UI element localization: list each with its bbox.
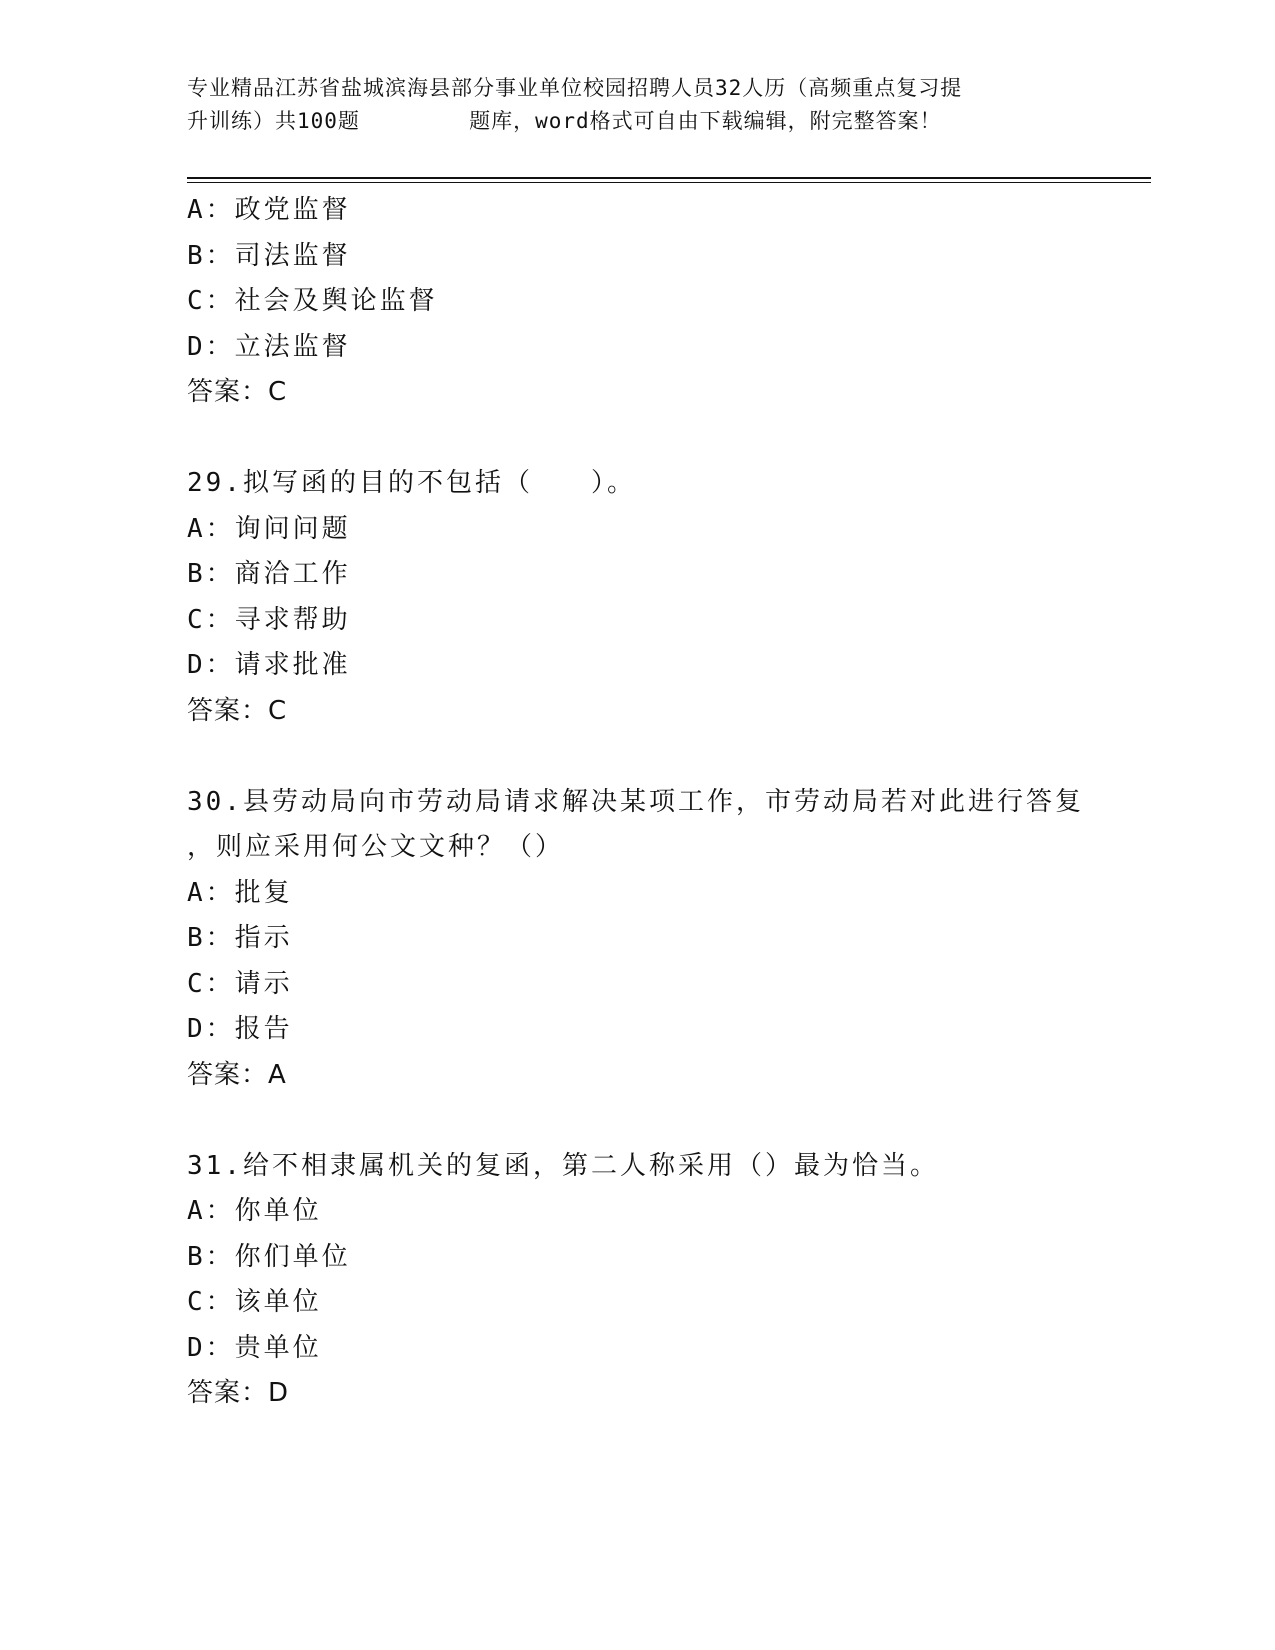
answer-line: 答案：C xyxy=(187,377,288,407)
question-block-31 xyxy=(187,1144,1147,1417)
option-b: B：你们单位 xyxy=(187,1241,351,1272)
option-d: D：请求批准 xyxy=(187,650,351,680)
option-d: D：立法监督 xyxy=(187,331,351,362)
question-block-30 xyxy=(187,780,1147,1099)
option-c: C：寻求帮助 xyxy=(187,604,351,635)
question-spacer xyxy=(187,734,1147,780)
question-block-28 xyxy=(187,188,1147,416)
question-list xyxy=(187,188,1147,1417)
header-divider-thin xyxy=(187,182,1151,183)
option-a: A：批复 xyxy=(187,877,293,908)
option-b: B：商洽工作 xyxy=(187,559,351,589)
option-d: D：报告 xyxy=(187,1014,293,1044)
question-text: 31.给不相隶属机关的复函，第二人称采用（）最为恰当。 xyxy=(187,1150,939,1181)
question-spacer xyxy=(187,1098,1147,1144)
option-a: A：政党监督 xyxy=(187,195,351,225)
option-c: C：社会及舆论监督 xyxy=(187,286,438,316)
question-text: 30.县劳动局向市劳动局请求解决某项工作，市劳动局若对此进行答复 xyxy=(187,786,1084,817)
option-a: A：你单位 xyxy=(187,1196,322,1226)
page-header xyxy=(187,72,1087,138)
answer-line: 答案：D xyxy=(187,1378,290,1408)
question-text-continued: ，则应采用何公文文种？（） xyxy=(187,832,565,862)
header-title-line-1: 专业精品江苏省盐城滨海县部分事业单位校园招聘人员32人历（高频重点复习提 xyxy=(187,76,963,100)
question-spacer xyxy=(187,416,1147,462)
option-a: A：询问问题 xyxy=(187,513,351,544)
question-block-29 xyxy=(187,461,1147,734)
option-b: B：司法监督 xyxy=(187,240,351,271)
question-text: 29.拟写函的目的不包括（ ）。 xyxy=(187,468,636,498)
header-title-line-2: 升训练）共100题 题库，word格式可自由下载编辑，附完整答案！ xyxy=(187,109,942,133)
option-c: C：请示 xyxy=(187,968,293,999)
answer-line: 答案：A xyxy=(187,1059,287,1090)
option-d: D：贵单位 xyxy=(187,1332,322,1363)
header-divider-thick xyxy=(187,177,1151,179)
answer-line: 答案：C xyxy=(187,695,288,726)
option-c: C：该单位 xyxy=(187,1287,322,1317)
option-b: B：指示 xyxy=(187,923,293,953)
